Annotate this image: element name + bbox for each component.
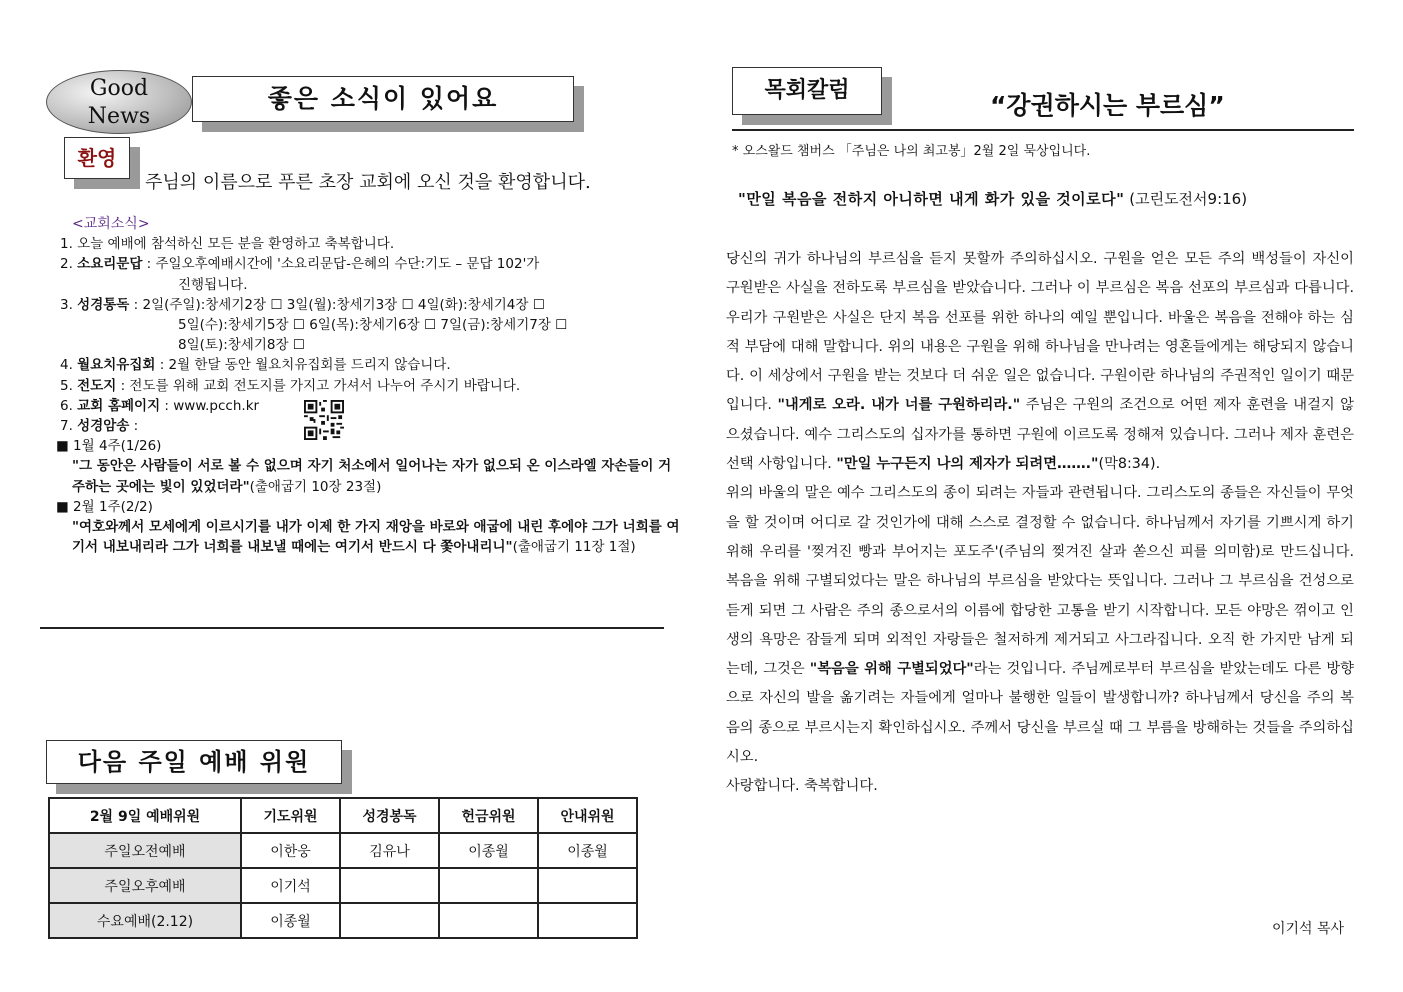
news-item-3-line2: 5일(수):창세기5장 ☐ 6일(목):창세기6장 ☐ 7일(금):창세기7장 ☐	[178, 317, 568, 334]
news-item-1: 1. 오늘 예배에 참석하신 모든 분을 환영하고 축복합니다.	[60, 236, 395, 253]
memory-week2-label: ■ 2월 1주(2/2)	[56, 498, 153, 515]
table-row-header: 수요예배(2.12)	[49, 903, 241, 938]
welcome-text: 주님의 이름으로 푸른 초장 교회에 오신 것을 환영합니다.	[145, 172, 591, 193]
column-source-note: * 오스왈드 챔버스 「주님은 나의 최고봉」2월 2일 묵상입니다.	[732, 144, 1091, 159]
column-signature: 이기석 목사	[1272, 921, 1345, 937]
news-item-4: 4. 월요치유집회 : 2월 한달 동안 월요치유집회를 드리지 않습니다.	[60, 357, 451, 374]
table-cell: 이종월	[241, 903, 340, 938]
table-row-header: 주일오후예배	[49, 868, 241, 903]
news-item-2-cont: 진행됩니다.	[178, 276, 248, 293]
news-item-2: 2. 소요리문답 : 주일오후예배시간에 '소요리문답-은혜의 수단:기도 – 문답 102'가	[60, 256, 540, 273]
table-cell: 이기석	[241, 868, 340, 903]
news-item-5-label: 전도지	[77, 377, 117, 394]
table-cell	[340, 903, 439, 938]
column-body	[726, 245, 1354, 802]
column-rule	[732, 129, 1354, 131]
next-week-title: 다음 주일 예배 위원	[46, 740, 342, 784]
news-item-7-label: 성경암송	[77, 418, 130, 435]
church-news	[56, 214, 680, 557]
column-lead-ref: (고린도전서9:16)	[1124, 190, 1248, 208]
memory-week1-verse: "그 동안은 사람들이 서로 볼 수 없으며 자기 처소에서 일어나는 자가 없으되 온 이스라엘 자손들이 거주하는 곳에는 빛이 있었더라"(출애굽기 10장 23절)	[72, 458, 672, 495]
column-lead-verse: "만일 복음을 전하지 아니하면 내게 화가 있을 것이로다" (고린도전서9:16)	[738, 190, 1248, 208]
news-item-3: 3. 성경통독 : 2일(주일):창세기2장 ☐ 3일(월):창세기3장 ☐ 4일(화):창세기4장 ☐	[60, 296, 545, 313]
memory-week1-ref: (출애굽기 10장 23절)	[249, 478, 382, 495]
good-news-title: 좋은 소식이 있어요	[192, 76, 574, 122]
news-item-6-label: 교회 홈페이지	[77, 397, 161, 414]
memory-week2-verse: "여호와께서 모세에게 이르시기를 내가 이제 한 가지 재앙을 바로와 애굽에 내린 후에야 그가 너희를 여기서 내보내리라 그가 너희를 내보낼 때에는 여기서 반드시 다 쫓아내리니"(출애굽기 11장 1절)	[72, 519, 680, 556]
table-cell	[538, 903, 637, 938]
news-item-5: 5. 전도지 : 전도를 위해 교회 전도지를 가지고 가셔서 나누어 주시기 바랍니다.	[60, 377, 521, 394]
table-header-row	[49, 798, 637, 833]
table-cell	[340, 868, 439, 903]
good-news-badge-line1: Good	[89, 76, 149, 101]
table-row	[49, 833, 637, 868]
welcome-tag: 환영	[64, 137, 130, 179]
column-tag: 목회칼럼	[732, 67, 882, 115]
column-paragraph-3: 사랑합니다. 축복합니다.	[726, 778, 878, 795]
table-cell: 이종월	[439, 833, 538, 868]
good-news-badge	[46, 70, 192, 134]
column-paragraph-1: 당신의 귀가 하나님의 부르심을 듣지 못할까 주의하십시오. 구원을 얻은 모든 주의 백성들이 자신이 구원받은 사실을 전하도록 부르심을 받았습니다. 그러나 이 부르심은 복음 선포의 부르심과 다릅니다. 우리가 구원받은 사실은 단지 복음 선포를 위한 하나의 예일 뿐입니다. 바울은 복음을 전해야 하는 심적 부담에 대해 말합니다. 위의 내용은 구원을 위해 하나님을 만나려는 영혼들에게는 해당되지 않습니다. 이 세상에서 구원을 받는 것보다 더 쉬운 일은 없습니다. 구원이란 하나님의 주권적인 일이기 때문입니다. "내게로 오라. 내가 너를 구원하리라." 주님은 구원의 조건으로 어떤 제자 훈련을 내걸지 않으셨습니다. 예수 그리스도의 십자가를 통하면 구원에 이르도록 정해져 있습니다. 그러나 제자 훈련은 선택 사항입니다. "만일 누구든지 나의 제자가 되려면……."(막8:34).	[726, 251, 1354, 473]
servers-table	[48, 797, 638, 939]
column-title: “강권하시는 부르심”	[990, 91, 1225, 120]
news-item-2-label: 소요리문답	[77, 256, 143, 273]
table-row-header: 주일오전예배	[49, 833, 241, 868]
news-item-4-label: 월요치유집회	[77, 357, 156, 374]
memory-week1-label: ■ 1월 4주(1/26)	[56, 438, 162, 455]
news-item-7: 7. 성경암송 :	[60, 418, 139, 435]
table-header-cell: 2월 9일 예배위원	[49, 798, 241, 833]
table-header-cell: 헌금위원	[439, 798, 538, 833]
column-paragraph-2: 위의 바울의 말은 예수 그리스도의 종이 되려는 자들과 관련됩니다. 그리스도의 종들은 자신들이 무엇을 할 것이며 어디로 갈 것인가에 대해 스스로 결정할 수 없습니다. 하나님께서 자기를 기쁘시게 하기 위해 우리를 '찢겨진 빵과 부어지는 포도주'(주님의 찢겨진 살과 쏟으신 피를 의미함)로 만드십니다. 복음을 위해 구별되었다는 말은 하나님의 부르심을 받았다는 뜻입니다. 그러나 그 부르심을 건성으로 듣게 되면 그 사람은 주의 종으로서의 이름에 합당한 고통을 받기 시작합니다. 모든 야망은 꺾이고 인생의 욕망은 잠들게 되며 외적인 자랑들은 철저하게 제거되고 사그라집니다. 오직 한 가지만 남게 되는데, 그것은 "복음을 위해 구별되었다"라는 것입니다. 주님께로부터 부르심을 받았는데도 다른 방향으로 자신의 발을 옮기려는 자들에게 얼마나 불행한 일들이 발생합니까? 하나님께서 당신을 주의 복음의 종으로 부르시는지 확인하십시오. 주께서 당신을 부르실 때 그 부름을 방해하는 것들을 주의하십시오.	[726, 485, 1354, 766]
table-row	[49, 868, 637, 903]
news-item-3-line3: 8일(토):창세기8장 ☐	[178, 337, 305, 354]
table-row	[49, 903, 637, 938]
table-header-cell: 성경봉독	[340, 798, 439, 833]
qr-code-icon[interactable]	[304, 400, 344, 440]
table-cell	[439, 868, 538, 903]
table-header-cell: 안내위원	[538, 798, 637, 833]
news-item-6: 6. 교회 홈페이지 : www.pcch.kr	[60, 397, 260, 414]
good-news-badge-line2: News	[87, 104, 151, 129]
table-cell	[538, 868, 637, 903]
church-news-header: <교회소식>	[72, 216, 150, 232]
table-header-cell: 기도위원	[241, 798, 340, 833]
table-cell: 이한웅	[241, 833, 340, 868]
left-divider	[40, 627, 664, 629]
table-cell: 김유나	[340, 833, 439, 868]
table-cell	[439, 903, 538, 938]
memory-week2-ref: (출애굽기 11장 1절)	[512, 539, 636, 556]
news-item-3-label: 성경통독	[77, 296, 130, 313]
table-cell: 이종월	[538, 833, 637, 868]
